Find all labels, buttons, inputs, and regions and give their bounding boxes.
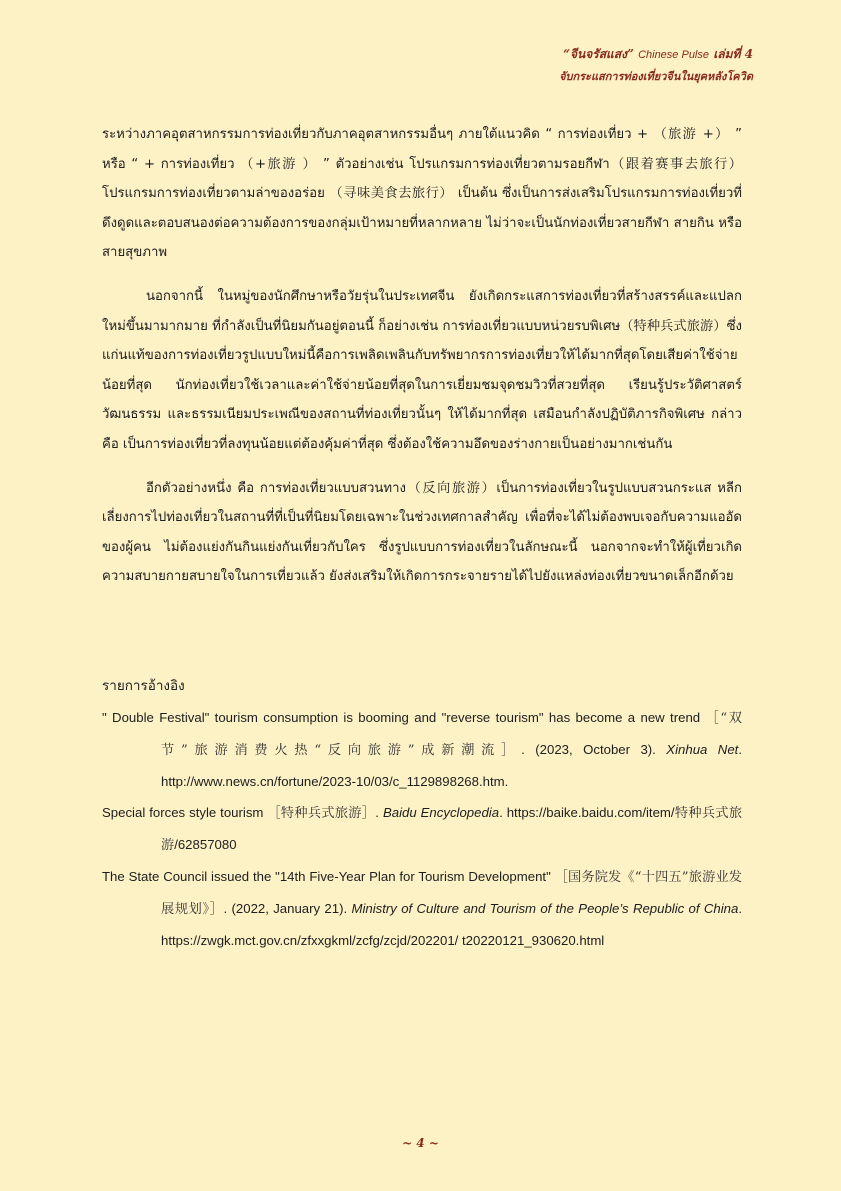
header-issue: เล่มที่ 4 (713, 47, 753, 61)
article-body (102, 120, 742, 606)
page-header (559, 44, 753, 87)
header-title (559, 44, 753, 65)
page-number: ~ 4 ~ (402, 1136, 439, 1150)
header-subtitle-en: Chinese Pulse (638, 49, 709, 61)
reference-date: . (2022, January 21). (223, 901, 352, 916)
reference-source: Xinhua Net (666, 742, 739, 757)
reference-url[interactable]: . https://baike.baidu.com/item/ (499, 805, 675, 820)
references-title: รายการอ้างอิง (102, 678, 185, 694)
reference-item-1 (102, 702, 742, 797)
paragraph-2: นอกจากนี้ ในหมู่ของนักศึกษาหรือวัยรุ่นในประเทศจีน ยังเกิดกระแสการท่องเที่ยวที่สร้างสรรค์และแปลกใหม่ขึ้นมามากมาย ที่กำลังเป็นที่นิยมกันอยู่ตอนนี้ ก็อย่างเช่น การท่องเที่ยวแบบหน่วยรบพิเศษ（特种兵式旅游）ซึ่งแก่นแท้ของการท่องเที่ยวรูปแบบใหม่นี้คือการเพลิดเพลินกับทรัพยากรการท่องเที่ยวให้ได้มากที่สุดโดยเสียค่าใช้จ่ายน้อยที่สุด นักท่องเที่ยวใช้เวลาและค่าใช้จ่ายน้อยที่สุดในการเยี่ยมชมจุดชมวิวที่สวยที่สุด เรียนรู้ประวัติศาสตร์ วัฒนธรรม และธรรมเนียมประเพณีของสถานที่ท่องเที่ยวนั้นๆ ให้ได้มากที่สุด เสมือนกำลังปฏิบัติภารกิจพิเศษ กล่าวคือ เป็นการท่องเที่ยวที่ลงทุนน้อยแต่ต้องคุ้มค่าที่สุด ซึ่งต้องใช้ความอึดของร่างกายเป็นอย่างมากเช่นกัน (102, 288, 742, 452)
reference-text: " Double Festival" tourism consumption is booming and "reverse tourism" has become a new trend (102, 710, 706, 725)
reference-item-3 (102, 861, 742, 956)
references-section (102, 674, 742, 956)
reference-url-chinese[interactable]: 特种兵式旅游 (161, 806, 743, 853)
reference-url-tail[interactable]: /62857080 (174, 837, 237, 852)
reference-source: Baidu Encyclopedia (382, 805, 500, 820)
header-topic: จับกระแสการท่องเที่ยวจีนในยุคหลังโควิด (559, 70, 753, 83)
reference-text: Special forces style tourism (102, 805, 268, 820)
reference-chinese-title: ［“双节”旅游消费火热“反向旅游”成新潮流］ (161, 711, 742, 758)
reference-source: Ministry of Culture and Tourism of the People’s Republic of China (351, 901, 739, 916)
reference-item-2 (102, 797, 742, 861)
reference-separator: . (375, 805, 383, 820)
reference-chinese-title: ［特种兵式旅游］ (267, 806, 376, 821)
paragraph-3: อีกตัวอย่างหนึ่ง คือ การท่องเที่ยวแบบสวนทาง（反向旅游）เป็นการท่องเที่ยวในรูปแบบสวนกระแส หลีกเลี่ยงการไปท่องเที่ยวในสถานที่ที่เป็นที่นิยมโดยเฉพาะในช่วงเทศกาลสำคัญ เพื่อที่จะได้ไม่ต้องพบเจอกับความแออัดของผู้คน ไม่ต้องแย่งกันกินแย่งกันเที่ยวกับใคร ซึ่งรูปแบบการท่องเที่ยวในลักษณะนี้ นอกจากจะทำให้ผู้เที่ยวเกิดความสบายกายสบายใจในการเที่ยวแล้ว ยังส่งเสริมให้เกิดการกระจายรายได้ไปยังแหล่งท่องเที่ยวขนาดเล็กอีกด้วย (102, 480, 742, 585)
header-brand: “จีนจรัสแสง” (563, 47, 634, 61)
reference-date: . (2023, October 3). (521, 742, 667, 757)
reference-url[interactable]: . https://zwgk.mct.gov.cn/zfxxgkml/zcfg/zcjd/202201/ t20220121_930620.html (161, 901, 742, 948)
paragraph-1: ระหว่างภาคอุตสาหกรรมการท่องเที่ยวกับภาคอุตสาหกรรมอื่นๆ ภายใต้แนวคิด “ การท่องเที่ยว + （旅游 +） ” หรือ “ + การท่องเที่ยว （+旅游 ） ” ตัวอย่างเช่น โปรแกรมการท่องเที่ยวตามรอยกีฬา（跟着赛事去旅行）โปรแกรมการท่องเที่ยวตามล่าของอร่อย （寻味美食去旅行） เป็นต้น ซึ่งเป็นการส่งเสริมโปรแกรมการท่องเที่ยวที่ดึงดูดและตอบสนองต่อความต้องการของกลุ่มเป้าหมายที่หลากหลาย ไม่ว่าจะเป็นนักท่องเที่ยวสายกีฬา สายกิน หรือสายสุขภาพ (102, 127, 742, 261)
reference-chinese-title: ［国务院发《“十四五”旅游业发展规划》］ (161, 870, 742, 917)
reference-text: The State Council issued the "14th Five-Year Plan for Tourism Development" (102, 869, 555, 884)
reference-url[interactable]: . http://www.news.cn/fortune/2023-10/03/c_1129898268.htm. (161, 742, 743, 789)
